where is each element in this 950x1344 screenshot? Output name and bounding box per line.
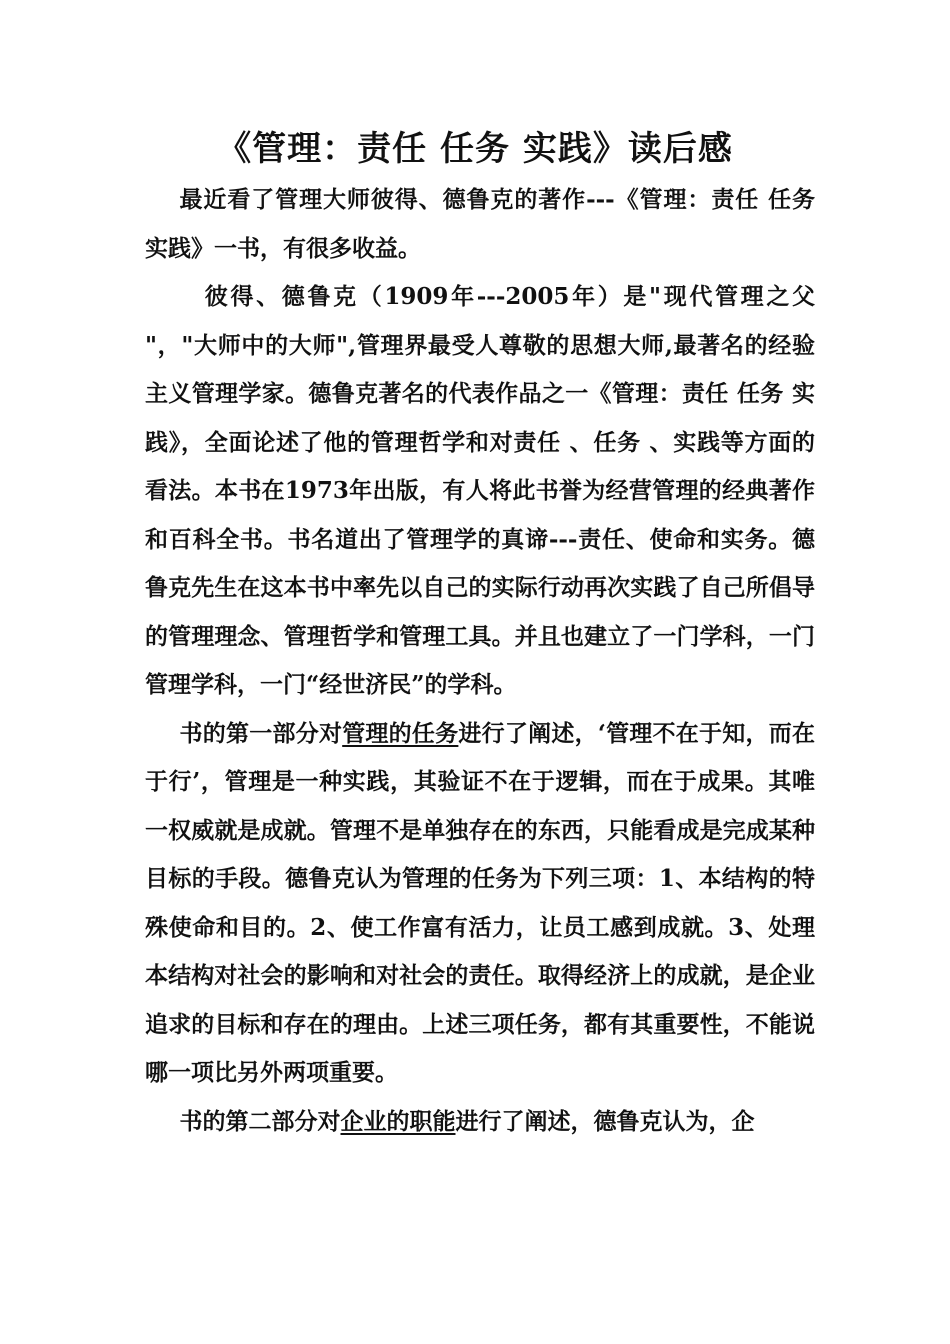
underlined-term-enterprise-functions: 企业的职能 — [340, 1107, 456, 1135]
paragraph-author-bio — [145, 273, 815, 710]
paragraph-text: 彼得、德鲁克（1909年---2005年）是"现代管理之父 "，"大师中的大师",管理界最受人尊敬的思想大师,最著名的经验主义管理学家。德鲁克著名的代表作品之一《管理：责任 任务 实践》，全面论述了他的管理哲学和对责任 、任务 、实践等方面的看法。本书在1973年出版，有人将此书誉为经营管理的经典著作和百科全书。书名道出了管理学的真谛---责任、使命和实务。德鲁克先生在这本书中率先以自己的实际行动再次实践了自己所倡导的管理理念、管理哲学和管理工具。并且也建立了一门学科，一门管理学科，一门“经世济民”的学科。 — [145, 283, 815, 698]
document-body — [145, 176, 815, 1146]
paragraph-text: 书的第二部分对 — [179, 1107, 341, 1135]
paragraph-text: 进行了阐述，德鲁克认为，企 — [455, 1107, 755, 1135]
paragraph-part-one — [145, 710, 815, 1098]
paragraph-intro — [145, 176, 815, 273]
document-title: 《管理：责任 任务 实践》读后感 — [217, 129, 733, 169]
paragraph-text: 进行了阐述，‘管理不在于知，而在于行’，管理是一种实践，其验证不在于逻辑，而在于成果。其唯一权威就是成就。管理不是单独存在的东西，只能看成是完成某种目标的手段。德鲁克认为管理的任务为下列三项：1、本结构的特殊使命和目的。2、使工作富有活力，让员工感到成就。3、处理本结构对社会的影响和对社会的责任。取得经济上的成就，是企业追求的目标和存在的理由。上述三项任务，都有其重要性，不能说哪一项比另外两项重要。 — [145, 719, 816, 1086]
paragraph-text: 书的第一部分对 — [179, 719, 343, 747]
paragraph-part-two — [145, 1098, 815, 1147]
underlined-term-management-tasks: 管理的任务 — [342, 719, 459, 747]
paragraph-text: 最近看了管理大师彼得、德鲁克的著作---《管理：责任 任务 实践》一书，有很多收益。 — [145, 186, 815, 262]
